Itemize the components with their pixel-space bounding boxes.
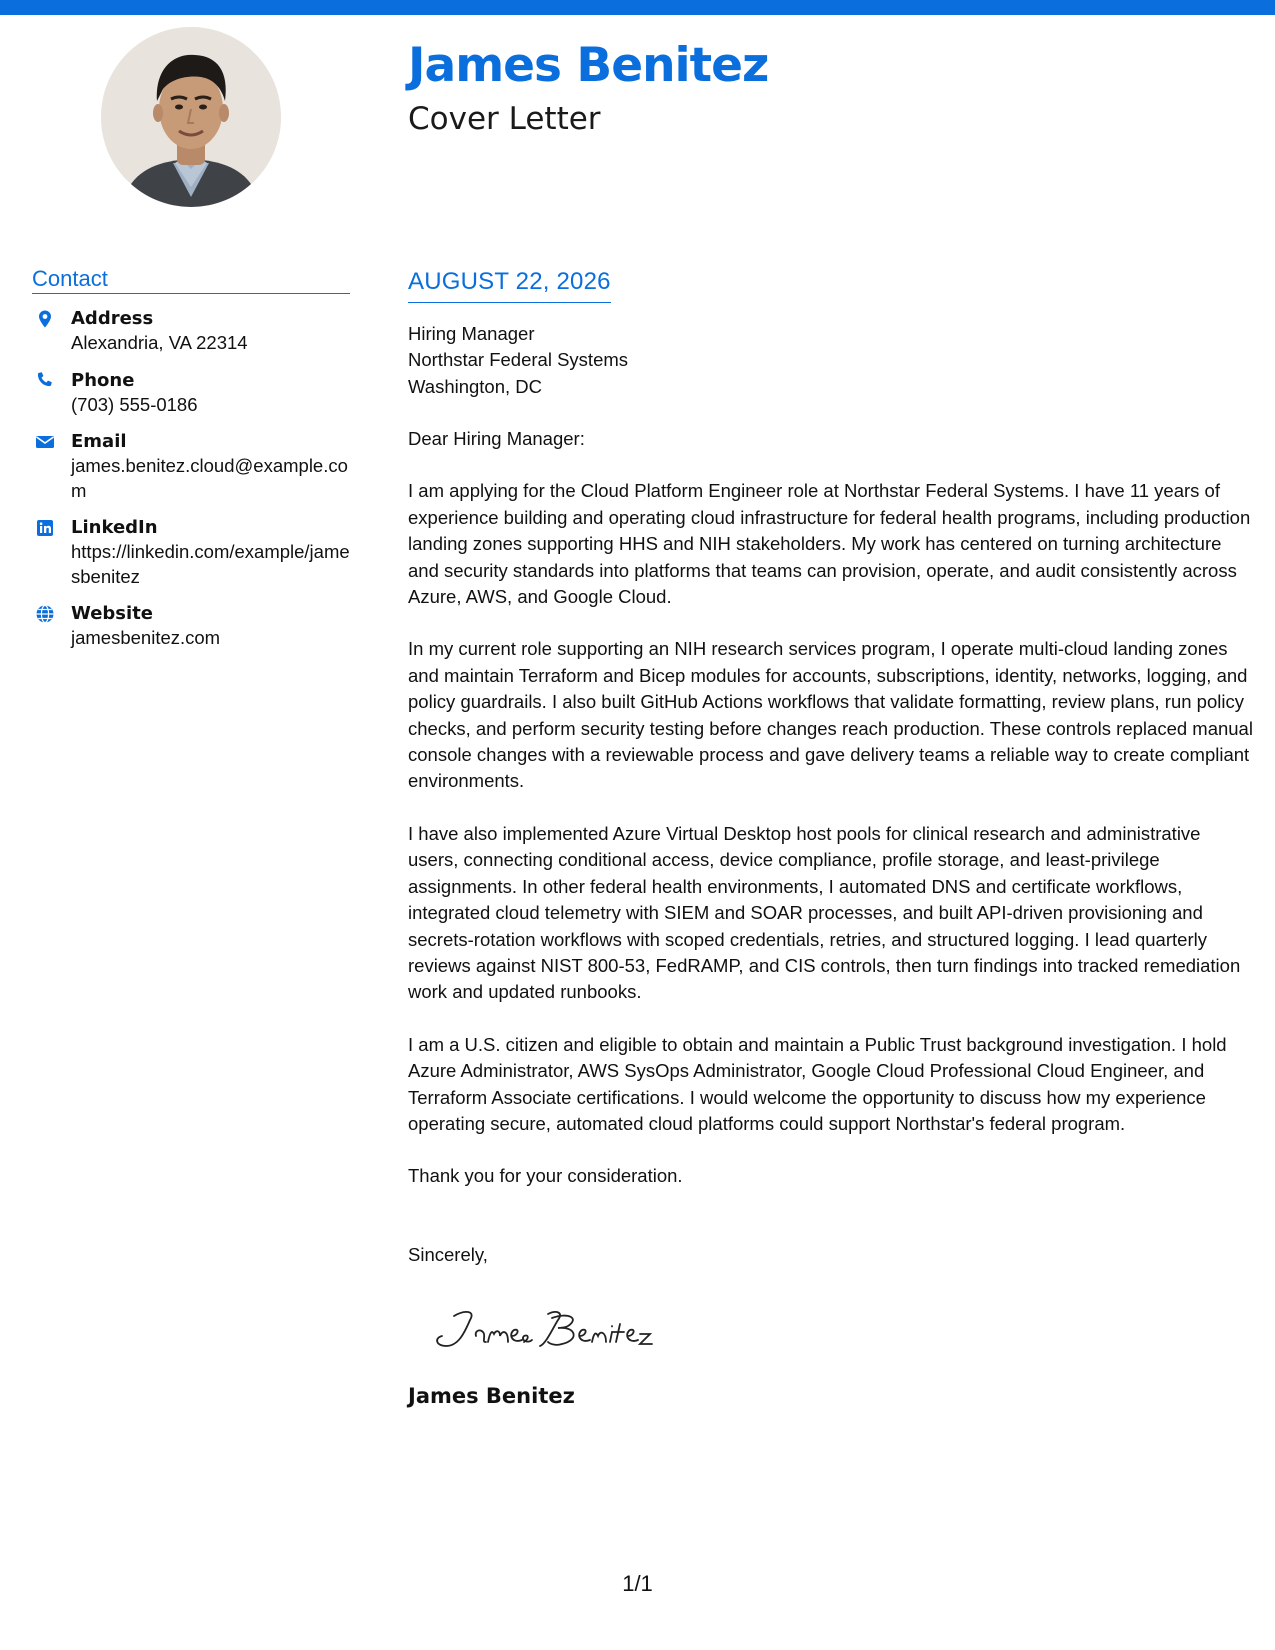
letter-paragraph: I am applying for the Cloud Platform Engineer role at Northstar Federal Systems. I have 11 years of experience building and operating cloud infrastructure for federal health programs, including production landing zones supporting HHS and NIH stakeholders. My work has centered on turning architecture and security standards into platforms that teams can provision, operate, and audit consistently across Azure, AWS, and Google Cloud. xyxy=(408,480,1251,608)
contact-sidebar xyxy=(32,266,350,651)
contact-address xyxy=(32,306,350,356)
letter-date: AUGUST 22, 2026 xyxy=(408,268,611,303)
contact-linkedin xyxy=(32,515,350,589)
applicant-name: James Benitez xyxy=(408,38,769,93)
signer-name: James Benitez xyxy=(408,1384,575,1409)
document-title: Cover Letter xyxy=(408,101,601,137)
linkedin-value[interactable]: https://linkedin.com/example/jamesbenitez xyxy=(71,541,350,587)
recipient-location: Washington, DC xyxy=(408,375,543,397)
recipient-title: Hiring Manager xyxy=(408,322,535,344)
handwritten-signature xyxy=(424,1302,664,1356)
salutation: Dear Hiring Manager: xyxy=(408,428,585,450)
recipient-block xyxy=(408,321,1253,400)
page-number: 1/1 xyxy=(622,1571,653,1596)
address-value: Alexandria, VA 22314 xyxy=(71,332,248,354)
contact-label: Email xyxy=(71,431,127,453)
globe-icon xyxy=(35,604,55,624)
top-accent-bar xyxy=(0,0,1275,15)
website-value[interactable]: jamesbenitez.com xyxy=(71,627,221,649)
letter-paragraph: In my current role supporting an NIH research services program, I operate multi-cloud landing zones and maintain Terraform and Bicep modules for accounts, subscriptions, identity, networks, logging, and policy guardrails. I also built GitHub Actions workflows that validate formatting, review plans, run policy checks, and perform security testing before changes reach production. These controls replaced manual console changes with a reviewable process and gave delivery teams a reliable way to create compliant environments. xyxy=(408,638,1253,792)
profile-photo xyxy=(101,27,281,207)
linkedin-icon xyxy=(35,518,55,538)
contact-label: Address xyxy=(71,308,154,330)
closing: Sincerely, xyxy=(408,1243,488,1265)
contact-label: Phone xyxy=(71,369,135,391)
contact-label: LinkedIn xyxy=(71,517,158,539)
location-pin-icon xyxy=(35,309,55,329)
phone-icon xyxy=(35,371,55,391)
contact-heading: Contact xyxy=(32,266,350,294)
contact-label: Website xyxy=(71,603,154,625)
phone-value: (703) 555-0186 xyxy=(71,393,198,415)
recipient-company: Northstar Federal Systems xyxy=(408,349,629,371)
letter-body xyxy=(408,268,1253,1409)
envelope-icon xyxy=(35,432,55,452)
contact-phone xyxy=(32,368,350,418)
letter-paragraph: Thank you for your consideration. xyxy=(408,1165,683,1187)
email-value[interactable]: james.benitez.cloud@example.com xyxy=(71,455,348,501)
contact-email xyxy=(32,429,350,503)
letter-paragraph: I have also implemented Azure Virtual Desktop host pools for clinical research and administrative users, connecting conditional access, device compliance, profile storage, and least-privilege assignments. In other federal health environments, I automated DNS and certificate workflows, integrated cloud telemetry with SIEM and SOAR processes, and built API-driven provisioning and secrets-rotation workflows with scoped credentials, retries, and structured logging. I lead quarterly reviews against NIST 800-53, FedRAMP, and CIS controls, then turn findings into tracked remediation work and updated runbooks. xyxy=(408,822,1241,1003)
letter-paragraph: I am a U.S. citizen and eligible to obtain and maintain a Public Trust background investigation. I hold Azure Administrator, AWS SysOps Administrator, Google Cloud Professional Cloud Engineer, and Terraform Associate certifications. I would welcome the opportunity to discuss how my experience operating secure, automated cloud platforms could support Northstar's federal program. xyxy=(408,1033,1227,1134)
contact-website xyxy=(32,601,350,651)
